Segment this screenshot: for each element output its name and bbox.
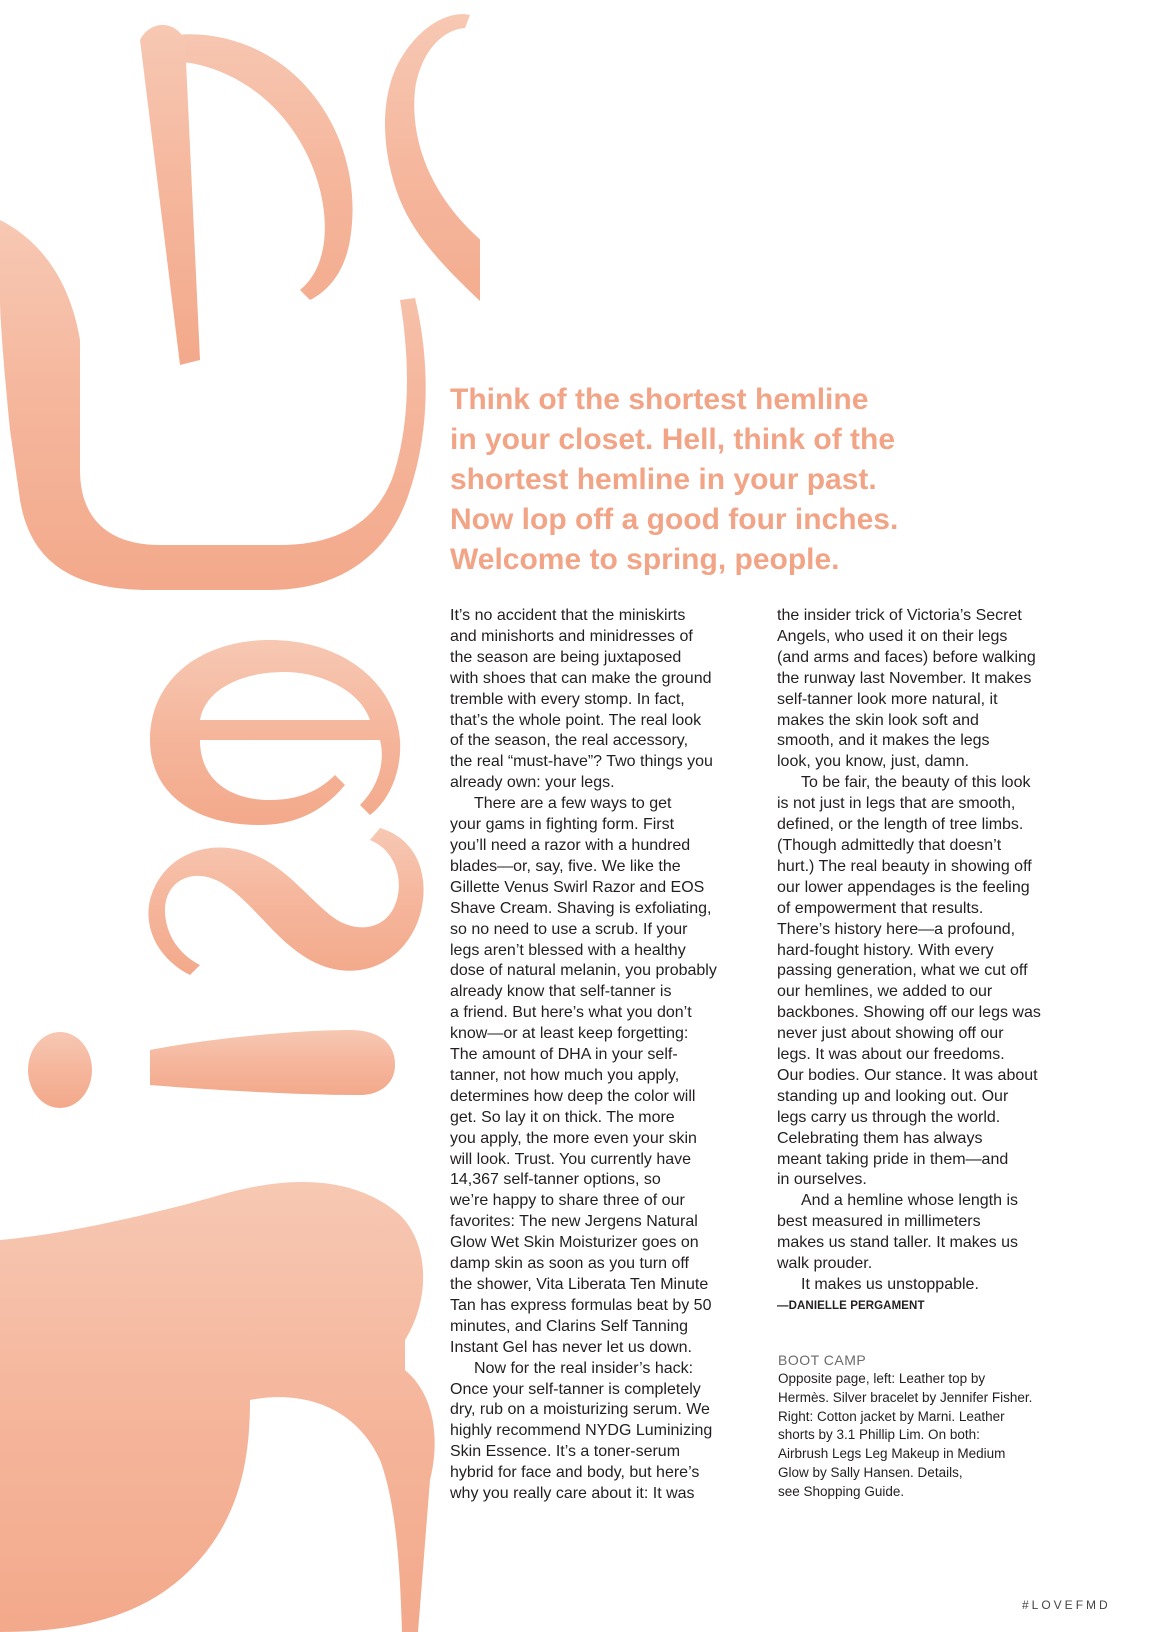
body-line: dose of natural melanin, you probably — [450, 962, 717, 980]
body-line: we’re happy to share three of our — [450, 1192, 685, 1210]
body-line: look, you know, just, damn. — [777, 753, 970, 771]
letter-u-shape — [0, 220, 426, 590]
body-line: It makes us unstoppable. — [801, 1276, 979, 1293]
body-line: defined, or the length of tree limbs. — [777, 816, 1024, 834]
body-line: Shave Cream. Shaving is exfoliating, — [450, 899, 712, 917]
letter-r-shape — [0, 1182, 435, 1632]
title-lettering — [0, 0, 480, 1632]
body-line: dry, rub on a moisturizing serum. We — [450, 1401, 710, 1419]
body-line: legs. It was about our freedoms. — [777, 1046, 1005, 1064]
body-line: the runway last November. It makes — [777, 669, 1032, 687]
caption-heading: BOOT CAMP — [778, 1352, 867, 1368]
author-byline: —DANIELLE PERGAMENT — [777, 1299, 925, 1312]
body-line: of empowerment that results. — [777, 899, 984, 917]
body-line: Celebrating them has always — [777, 1129, 983, 1147]
body-line: And a hemline whose length is — [801, 1192, 1019, 1210]
caption-line: shorts by 3.1 Phillip Lim. On both: — [778, 1427, 980, 1443]
body-line: best measured in millimeters — [777, 1213, 981, 1231]
body-line: standing up and looking out. Our — [777, 1087, 1009, 1105]
letter-i-dot — [28, 1032, 92, 1108]
body-line: so no need to use a scrub. If your — [450, 920, 688, 938]
body-line: already know that self-tanner is — [450, 983, 672, 1001]
body-line: passing generation, what we cut off — [777, 962, 1028, 980]
body-line: To be fair, the beauty of this look — [801, 774, 1031, 792]
body-line: of the season, the real accessory, — [450, 732, 689, 750]
body-line: There’s history here—a profound, — [777, 920, 1016, 938]
body-line: It’s no accident that the miniskirts — [450, 607, 686, 624]
letter-e-shape — [150, 640, 400, 825]
body-line: meant taking pride in them—and — [777, 1150, 1009, 1168]
deck-line: Think of the shortest hemline — [450, 383, 869, 416]
caption-line: Opposite page, left: Leather top by — [778, 1371, 986, 1386]
body-line: with shoes that can make the ground — [450, 669, 712, 687]
body-line: Skin Essence. It’s a toner-serum — [450, 1443, 681, 1461]
body-line: is not just in legs that are smooth, — [777, 795, 1016, 813]
body-line: that’s the whole point. The real look — [450, 711, 702, 729]
body-line: minutes, and Clarins Self Tanning — [450, 1317, 689, 1335]
body-line: Angels, who used it on their legs — [777, 627, 1008, 645]
deck-intro — [450, 380, 970, 580]
photo-caption — [778, 1350, 1078, 1502]
deck-line: shortest hemline in your past. — [450, 463, 877, 496]
body-line: self-tanner look more natural, it — [777, 690, 998, 708]
body-line: 14,367 self-tanner options, so — [450, 1171, 661, 1189]
body-line: in ourselves. — [777, 1171, 867, 1189]
body-line: highly recommend NYDG Luminizing — [450, 1422, 713, 1440]
deck-line: Welcome to spring, people. — [450, 543, 840, 576]
body-line: already own: your legs. — [450, 774, 615, 792]
body-line: damp skin as soon as you turn off — [450, 1255, 689, 1273]
body-line: the insider trick of Victoria’s Secret — [777, 607, 1022, 624]
body-line: backbones. Showing off our legs was — [777, 1004, 1041, 1022]
title-lettering-graphic — [0, 0, 480, 1632]
body-line: legs aren’t blessed with a healthy — [450, 941, 686, 959]
letter-i-shape — [150, 1030, 395, 1095]
body-line: you apply, the more even your skin — [450, 1129, 697, 1147]
body-line: know—or at least keep forgetting: — [450, 1025, 689, 1043]
body-line: smooth, and it makes the legs — [777, 732, 990, 750]
body-line: get. So lay it on thick. The more — [450, 1108, 675, 1126]
body-line: why you really care about it: It was — [450, 1485, 695, 1503]
body-line: tremble with every stomp. In fact, — [450, 690, 685, 708]
body-line: will look. Trust. You currently have — [450, 1150, 692, 1168]
caption-line: Hermès. Silver bracelet by Jennifer Fisher. — [778, 1389, 1033, 1405]
body-line: our lower appendages is the feeling — [777, 878, 1030, 896]
letter-p-shape — [150, 14, 480, 350]
body-line: There are a few ways to get — [474, 795, 672, 813]
body-line: our hemlines, we added to our — [777, 983, 993, 1001]
body-line: blades—or, say, five. We like the — [450, 857, 681, 875]
deck-line: Now lop off a good four inches. — [450, 503, 899, 536]
body-line: your gams in fighting form. First — [450, 816, 675, 834]
body-line: makes the skin look soft and — [777, 711, 979, 729]
body-line: Tan has express formulas beat by 50 — [450, 1296, 712, 1314]
body-line: (and arms and faces) before walking — [777, 648, 1036, 666]
body-line: a friend. But here’s what you don’t — [450, 1004, 692, 1022]
body-line: hard-fought history. With every — [777, 941, 994, 959]
body-line: you’ll need a razor with a hundred — [450, 836, 691, 854]
body-line: walk prouder. — [777, 1255, 873, 1273]
body-line: Instant Gel has never let us down. — [450, 1338, 692, 1356]
body-line: and minishorts and minidresses of — [450, 627, 693, 645]
watermark: #LOVEFMD — [1022, 1598, 1111, 1612]
body-column-left — [450, 606, 750, 1505]
body-line: the shower, Vita Liberata Ten Minute — [450, 1276, 709, 1293]
body-line: the real “must-have”? Two things you — [450, 753, 713, 771]
body-line: Gillette Venus Swirl Razor and EOS — [450, 878, 705, 896]
body-line: tanner, not how much you apply, — [450, 1066, 680, 1084]
deck-line: in your closet. Hell, think of the — [450, 423, 896, 456]
body-line: the season are being juxtaposed — [450, 648, 682, 666]
body-line: never just about showing off our — [777, 1025, 1004, 1043]
body-line: makes us stand taller. It makes us — [777, 1234, 1018, 1252]
caption-line: Right: Cotton jacket by Marni. Leather — [778, 1408, 1005, 1424]
body-line: Once your self-tanner is completely — [450, 1380, 701, 1398]
caption-line: Glow by Sally Hansen. Details, — [778, 1464, 963, 1480]
body-line: favorites: The new Jergens Natural — [450, 1213, 698, 1231]
caption-line: see Shopping Guide. — [778, 1483, 905, 1499]
letter-s-shape — [148, 828, 423, 975]
body-line: (Though admittedly that doesn’t — [777, 836, 1002, 854]
body-line: Now for the real insider’s hack: — [474, 1359, 694, 1377]
body-line: Glow Wet Skin Moisturizer goes on — [450, 1234, 699, 1252]
caption-line: Airbrush Legs Leg Makeup in Medium — [778, 1446, 1006, 1462]
body-line: determines how deep the color will — [450, 1087, 696, 1105]
body-line: Our bodies. Our stance. It was about — [777, 1066, 1038, 1084]
body-column-right — [777, 606, 1077, 1316]
body-line: The amount of DHA in your self- — [450, 1046, 678, 1064]
body-line: hurt.) The real beauty in showing off — [777, 857, 1032, 875]
letter-p-stem — [140, 25, 200, 365]
body-line: legs carry us through the world. — [777, 1108, 1001, 1126]
body-line: hybrid for face and body, but here’s — [450, 1464, 700, 1482]
